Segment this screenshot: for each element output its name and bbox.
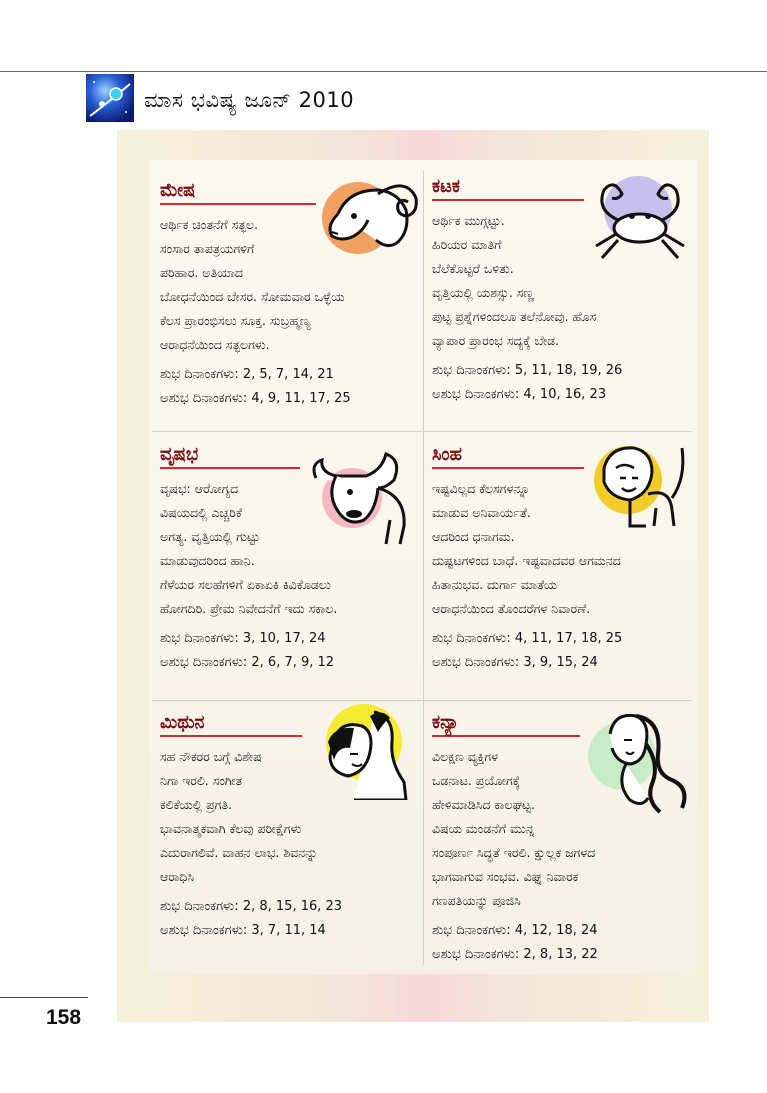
title-underline — [432, 735, 580, 737]
sign-title: ಮಿಥುನ — [160, 712, 205, 733]
sign-block-cancer — [432, 176, 692, 407]
sign-title: ಕಟಕ — [432, 176, 460, 197]
date-list — [432, 919, 692, 967]
description-line: ಎದುರಾಗಲಿವೆ. ವಾಹನ ಲಾಭ. ಶಿವನನ್ನು — [160, 845, 318, 860]
page-title: ಮಾಸ ಭವಿಷ್ಯ ಜೂನ್ 2010 — [144, 88, 355, 112]
description-line: ಹೇಳಿಮಾಡಿಸಿದ ಕಾಲಘಟ್ಟ. — [432, 797, 535, 812]
top-rule — [0, 71, 767, 72]
description-line: ಸಂಸಾರ ತಾಪತ್ರಯಗಳಿಗೆ — [160, 241, 255, 256]
row-divider — [152, 700, 692, 701]
good-dates: ಶುಭ ದಿನಾಂಕಗಳು: 4, 11, 17, 18, 25 — [432, 631, 623, 646]
sign-description — [160, 477, 420, 621]
description-line: ಕಲಿಕೆಯಲ್ಲಿ ಪ್ರಗತಿ. — [160, 797, 233, 812]
title-underline — [432, 199, 584, 201]
date-list — [160, 627, 420, 675]
sign-description — [160, 745, 420, 889]
sign-title: ಮೇಷ — [160, 180, 196, 201]
description-line: ಇಷ್ಟವಿಲ್ಲದ ಕೆಲಸಗಳನ್ನೂ — [432, 481, 530, 496]
description-line: ನಿಗಾ ಇರಲಿ. ಸಂಗೀತ — [160, 773, 242, 788]
description-line: ಹೋಗದಿರಿ. ಪ್ರೇಮ ನಿವೇದನೆಗೆ ಇದು ಸಕಾಲ. — [160, 601, 338, 616]
sign-title: ಸಿಂಹ — [432, 444, 463, 465]
sign-block-gemini — [160, 712, 420, 943]
description-line: ಬೆಲೆಕೊಟ್ಟರೆ ಒಳಿತು. — [432, 261, 514, 276]
good-dates: ಶುಭ ದಿನಾಂಕಗಳು: 5, 11, 18, 19, 26 — [432, 363, 623, 378]
description-line: ಅಗತ್ಯ. ವೃತ್ತಿಯಲ್ಲಿ ಗುಟ್ಟು — [160, 529, 260, 544]
sign-block-leo — [432, 444, 692, 675]
description-line: ವಿಷಯ ಮಂಡನೆಗೆ ಮುನ್ನ — [432, 821, 535, 836]
description-line: ಗೆಳೆಯರ ಸಲಹೆಗಳಿಗೆ ಏಕಾಏಕಿ ಕಿವಿಕೊಡಲು — [160, 577, 331, 592]
sign-block-aries — [160, 180, 420, 411]
title-underline — [160, 467, 300, 469]
description-line: ವಿಲಕ್ಷಣ ವ್ಯಕ್ತಿಗಳ — [432, 749, 498, 764]
description-line: ವೃತ್ತಿಯಲ್ಲಿ ಯಶಸ್ಸು. ಸಣ್ಣ — [432, 285, 535, 300]
description-line: ಹಿರಿಯರ ಮಾತಿಗೆ — [432, 237, 502, 252]
description-line: ಗಣಪತಿಯನ್ನು ಪೂಜಿಸಿ — [432, 893, 521, 908]
date-list — [432, 627, 692, 675]
sign-description — [432, 745, 692, 913]
bad-dates: ಅಶುಭ ದಿನಾಂಕಗಳು: 3, 7, 11, 14 — [160, 923, 326, 938]
footer-rule — [0, 997, 88, 998]
sign-block-virgo — [432, 712, 692, 967]
bad-dates: ಅಶುಭ ದಿನಾಂಕಗಳು: 2, 6, 7, 9, 12 — [160, 655, 335, 670]
sign-description — [160, 213, 420, 357]
description-line: ಆರ್ಥಿಕ ಚಿಂತನೆಗೆ ಸತ್ಫಲ. — [160, 217, 258, 232]
sign-description — [432, 477, 692, 621]
good-dates: ಶುಭ ದಿನಾಂಕಗಳು: 4, 12, 18, 24 — [432, 923, 598, 938]
page-number: 158 — [46, 1006, 82, 1029]
title-underline — [160, 735, 302, 737]
sign-title: ವೃಷಭ — [160, 444, 199, 465]
description-line: ಆರಾಧಿಸಿ — [160, 869, 194, 884]
row-divider — [152, 431, 692, 432]
column-divider — [423, 170, 424, 965]
bad-dates: ಅಶುಭ ದಿನಾಂಕಗಳು: 4, 9, 11, 17, 25 — [160, 391, 351, 406]
description-line: ದುಷ್ಟಟಗಳಿಂದ ಬಾಧೆ. ಇಷ್ಟವಾದವರ ಆಗಮನದ — [432, 553, 621, 568]
description-line: ಆರಾಧನೆಯಿಂದ ಸತ್ಫಲಗಳು. — [160, 337, 270, 352]
description-line: ಮಾಡುವ ಅನಿವಾರ್ಯತೆ. — [432, 505, 531, 520]
description-line: ಪುಟ್ಟ ಪ್ರಶ್ನೆಗಳಿಂದಲೂ ತಲೆನೋವು. ಹೊಸ — [432, 309, 597, 324]
description-line: ಭಾವನಾತ್ಮಕವಾಗಿ ಕೆಲವು ಪರೀಕ್ಷೆಗಳು — [160, 821, 302, 836]
description-line: ಹಿತಾನುಭವ. ದುರ್ಗಾ ಮಾತೆಯ — [432, 577, 558, 592]
planet-orbit-logo-icon — [86, 74, 134, 122]
bad-dates: ಅಶುಭ ದಿನಾಂಕಗಳು: 4, 10, 16, 23 — [432, 387, 607, 402]
description-line: ಮಾಡುವುದರಿಂದ ಹಾನಿ. — [160, 553, 255, 568]
date-list — [160, 363, 420, 411]
good-dates: ಶುಭ ದಿನಾಂಕಗಳು: 2, 8, 15, 16, 23 — [160, 899, 343, 914]
description-line: ಸಹ ನೌಕರರ ಬಗ್ಗೆ ವಿಶೇಷ — [160, 749, 262, 764]
sign-block-taurus — [160, 444, 420, 675]
description-line: ವೃಷಭ: ಆರೋಗ್ಯದ — [160, 481, 239, 496]
description-line: ಕೆಲಸ ಪ್ರಾರಂಭಿಸಲು ಸೂಕ್ತ. ಸುಬ್ರಹ್ಮಣ್ಯ — [160, 313, 311, 328]
description-line: ಆರ್ಥಿಕ ಮುಗ್ಗಟ್ಟು. — [432, 213, 505, 228]
date-list — [432, 359, 692, 407]
description-line: ಆದರಿಂದ ಧನಾಗಮ. — [432, 529, 515, 544]
title-underline — [432, 467, 584, 469]
sign-description — [432, 209, 692, 353]
good-dates: ಶುಭ ದಿನಾಂಕಗಳು: 3, 10, 17, 24 — [160, 631, 326, 646]
description-line: ಸಂಪೂರ್ಣ ಸಿದ್ಧತೆ ಇರಲಿ. ಕ್ಷುಲ್ಲಕ ಜಗಳದ — [432, 845, 596, 860]
date-list — [160, 895, 420, 943]
description-line: ವ್ಯಾಪಾರ ಪ್ರಾರಂಭ ಸದ್ಯಕ್ಕೆ ಬೇಡ. — [432, 333, 560, 348]
bad-dates: ಅಶುಭ ದಿನಾಂಕಗಳು: 2, 8, 13, 22 — [432, 947, 598, 962]
good-dates: ಶುಭ ದಿನಾಂಕಗಳು: 2, 5, 7, 14, 21 — [160, 367, 334, 382]
description-line: ಭಾಗವಾಗುವ ಸಂಭವ. ವಿಘ್ನ ನಿವಾರಕ — [432, 869, 579, 884]
title-underline — [160, 203, 316, 205]
description-line: ಒಡನಾಟ. ಪ್ರಯೋಗಕ್ಕೆ — [432, 773, 521, 788]
description-line: ಪರಿಹಾರ. ಅತಿಯಾದ — [160, 265, 243, 280]
bad-dates: ಅಶುಭ ದಿನಾಂಕಗಳು: 3, 9, 15, 24 — [432, 655, 598, 670]
description-line: ಆರಾಧನೆಯಿಂದ ತೊಂದರೆಗಳ ನಿವಾರಣೆ. — [432, 601, 591, 616]
description-line: ಬೋಧನೆಯಿಂದ ಬೇಸರ. ಸೋಮವಾರ ಒಳ್ಳೆಯ — [160, 289, 345, 304]
sign-title: ಕನ್ಯಾ — [432, 712, 459, 733]
description-line: ವಿಷಯದಲ್ಲಿ ಎಚ್ಚರಿಕೆ — [160, 505, 242, 520]
